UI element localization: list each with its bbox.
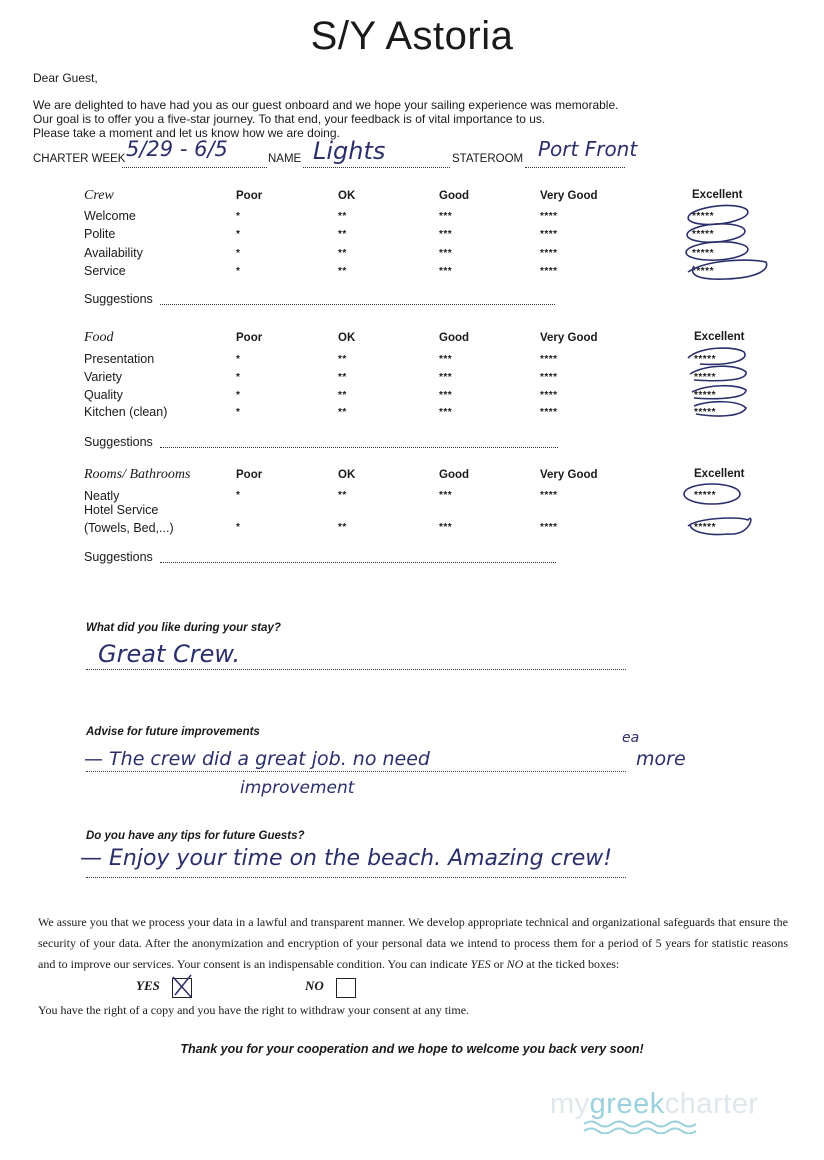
rating-option-excellent[interactable]: ***** [694,522,716,533]
rating-option-ok[interactable]: ** [338,266,347,277]
rating-option-very-good[interactable]: **** [540,390,558,401]
rating-option-excellent[interactable]: ***** [692,266,714,277]
crew-row-label: Welcome [84,209,136,223]
stateroom-value: Port Front [538,137,638,161]
yes-label: YES [136,978,160,993]
rating-option-very-good[interactable]: **** [540,266,558,277]
rating-option-very-good[interactable]: **** [540,248,558,259]
liked-answer: Great Crew. [98,640,241,668]
stateroom-label: STATEROOM [452,153,524,165]
rating-option-good[interactable]: *** [439,354,453,365]
rating-option-excellent[interactable]: ***** [694,490,716,501]
rating-option-poor[interactable]: * [236,390,241,401]
crew-row-label: Service [84,264,126,278]
food-suggestions-field[interactable] [160,446,558,448]
rating-option-very-good[interactable]: **** [540,211,558,222]
rating-option-ok[interactable]: ** [338,522,347,533]
name-value: Lights [313,137,386,165]
document-title: S/Y Astoria [310,14,514,58]
rating-option-good[interactable]: *** [439,248,453,259]
improve-answer-insert: ea [622,730,640,746]
col-excellent: Excellent [694,468,745,480]
rating-option-ok[interactable]: ** [338,229,347,240]
food-section-title: Food [84,330,114,345]
rating-option-good[interactable]: *** [439,266,453,277]
rating-option-excellent[interactable]: ***** [692,248,714,259]
rooms-section-title: Rooms/ Bathrooms [84,467,191,482]
improve-answer-2: more [636,748,686,770]
consent-text: We assure you that we process your data in a lawful and transparent manner. We develop appropriate technical and organizational safeguards that ensure the security of your data. After the anonymization and encryption of your personal data we intend to process them for a period of 5 years for statistic reasons and to improve our services. Your consent is an indispensable condition. You can indicate YES or NO at the ticked boxes: [38,915,788,971]
col-very-good: Very Good [540,469,598,481]
improve-answer-line[interactable] [86,770,626,772]
rating-option-poor[interactable]: * [236,372,241,383]
no-label: NO [305,978,324,993]
crew-row-label: Polite [84,227,116,241]
improve-answer-1: — The crew did a great job. no need [84,748,430,770]
crew-excellent-circles [676,200,776,285]
col-good: Good [439,190,470,202]
food-row-label: Kitchen (clean) [84,405,168,419]
yes-checkbox[interactable] [172,978,192,998]
rating-option-excellent[interactable]: ***** [694,390,716,401]
consent-rights: You have the right of a copy and you have the right to withdraw your consent at any time. [38,1003,470,1017]
rating-option-good[interactable]: *** [439,372,453,383]
rating-option-ok[interactable]: ** [338,211,347,222]
col-poor: Poor [236,332,263,344]
col-excellent: Excellent [694,331,745,343]
intro-line-1: We are delighted to have had you as our guest onboard and we hope your sailing experience was memorable. [33,98,619,112]
tips-answer: — Enjoy your time on the beach. Amazing crew! [80,846,613,871]
col-good: Good [439,332,470,344]
rating-option-ok[interactable]: ** [338,372,347,383]
wave-icon [582,1120,698,1134]
col-ok: OK [338,469,356,481]
col-very-good: Very Good [540,332,598,344]
rating-option-poor[interactable]: * [236,229,241,240]
rating-option-very-good[interactable]: **** [540,522,558,533]
rating-option-ok[interactable]: ** [338,390,347,401]
crew-suggestions-field[interactable] [160,303,555,305]
rooms-suggestions-field[interactable] [160,561,556,563]
food-row-label: Presentation [84,352,155,366]
col-very-good: Very Good [540,190,598,202]
crew-row-label: Availability [84,246,143,260]
rooms-row-label: Neatly [84,489,120,503]
liked-answer-line[interactable] [86,668,626,670]
rating-option-good[interactable]: *** [439,390,453,401]
col-excellent: Excellent [692,189,743,201]
col-ok: OK [338,190,356,202]
rating-option-poor[interactable]: * [236,266,241,277]
rating-option-very-good[interactable]: **** [540,229,558,240]
rating-option-excellent[interactable]: ***** [692,229,714,240]
rating-option-excellent[interactable]: ***** [692,211,714,222]
improve-question: Advise for future improvements [86,726,260,738]
charter-week-value: 5/29 - 6/5 [126,137,228,161]
rating-option-good[interactable]: *** [439,211,453,222]
charter-week-line [122,166,267,168]
no-checkbox[interactable] [336,978,356,998]
rating-option-ok[interactable]: ** [338,354,347,365]
watermark-logo: mygreekcharter [550,1088,759,1120]
rating-option-good[interactable]: *** [439,407,453,418]
rating-option-very-good[interactable]: **** [540,490,558,501]
intro-line-3: Please take a moment and let us know how we are doing. [33,126,340,140]
rating-option-good[interactable]: *** [439,522,453,533]
rating-option-very-good[interactable]: **** [540,407,558,418]
rating-option-excellent[interactable]: ***** [694,354,716,365]
rooms-row-label: Hotel Service [84,503,159,517]
rating-option-poor[interactable]: * [236,248,241,259]
crew-section-title: Crew [84,188,114,203]
rooms-row-label: (Towels, Bed,...) [84,521,174,535]
rooms-suggestions-label: Suggestions [84,550,153,564]
rating-option-very-good[interactable]: **** [540,372,558,383]
check-mark-icon [171,973,193,999]
name-label: NAME [268,153,302,165]
col-poor: Poor [236,469,263,481]
rating-option-poor[interactable]: * [236,407,241,418]
rating-option-poor[interactable]: * [236,490,241,501]
charter-week-label: CHARTER WEEK [33,153,126,165]
liked-question: What did you like during your stay? [86,622,281,634]
rating-option-ok[interactable]: ** [338,490,347,501]
food-row-label: Quality [84,388,123,402]
rating-option-ok[interactable]: ** [338,248,347,259]
food-excellent-circles [680,340,760,425]
greeting: Dear Guest, [33,71,98,85]
rating-option-poor[interactable]: * [236,211,241,222]
rating-option-poor[interactable]: * [236,522,241,533]
tips-answer-line[interactable] [86,876,626,878]
food-suggestions-label: Suggestions [84,435,153,449]
food-row-label: Variety [84,370,122,384]
crew-suggestions-label: Suggestions [84,292,153,306]
rating-option-good[interactable]: *** [439,229,453,240]
rating-option-excellent[interactable]: ***** [694,372,716,383]
rating-option-good[interactable]: *** [439,490,453,501]
name-line [303,166,450,168]
tips-question: Do you have any tips for future Guests? [86,830,305,842]
rating-option-ok[interactable]: ** [338,407,347,418]
rooms-excellent-circles [678,478,768,538]
improve-answer-3: improvement [240,778,355,798]
rating-option-very-good[interactable]: **** [540,354,558,365]
rating-option-excellent[interactable]: ***** [694,407,716,418]
col-poor: Poor [236,190,263,202]
rating-option-poor[interactable]: * [236,354,241,365]
thank-you-message: Thank you for your cooperation and we hope to welcome you back very soon! [180,1042,644,1056]
col-ok: OK [338,332,356,344]
col-good: Good [439,469,470,481]
intro-line-2: Our goal is to offer you a five-star journey. To that end, your feedback is of vital importance to us. [33,112,546,126]
stateroom-line [525,166,625,168]
